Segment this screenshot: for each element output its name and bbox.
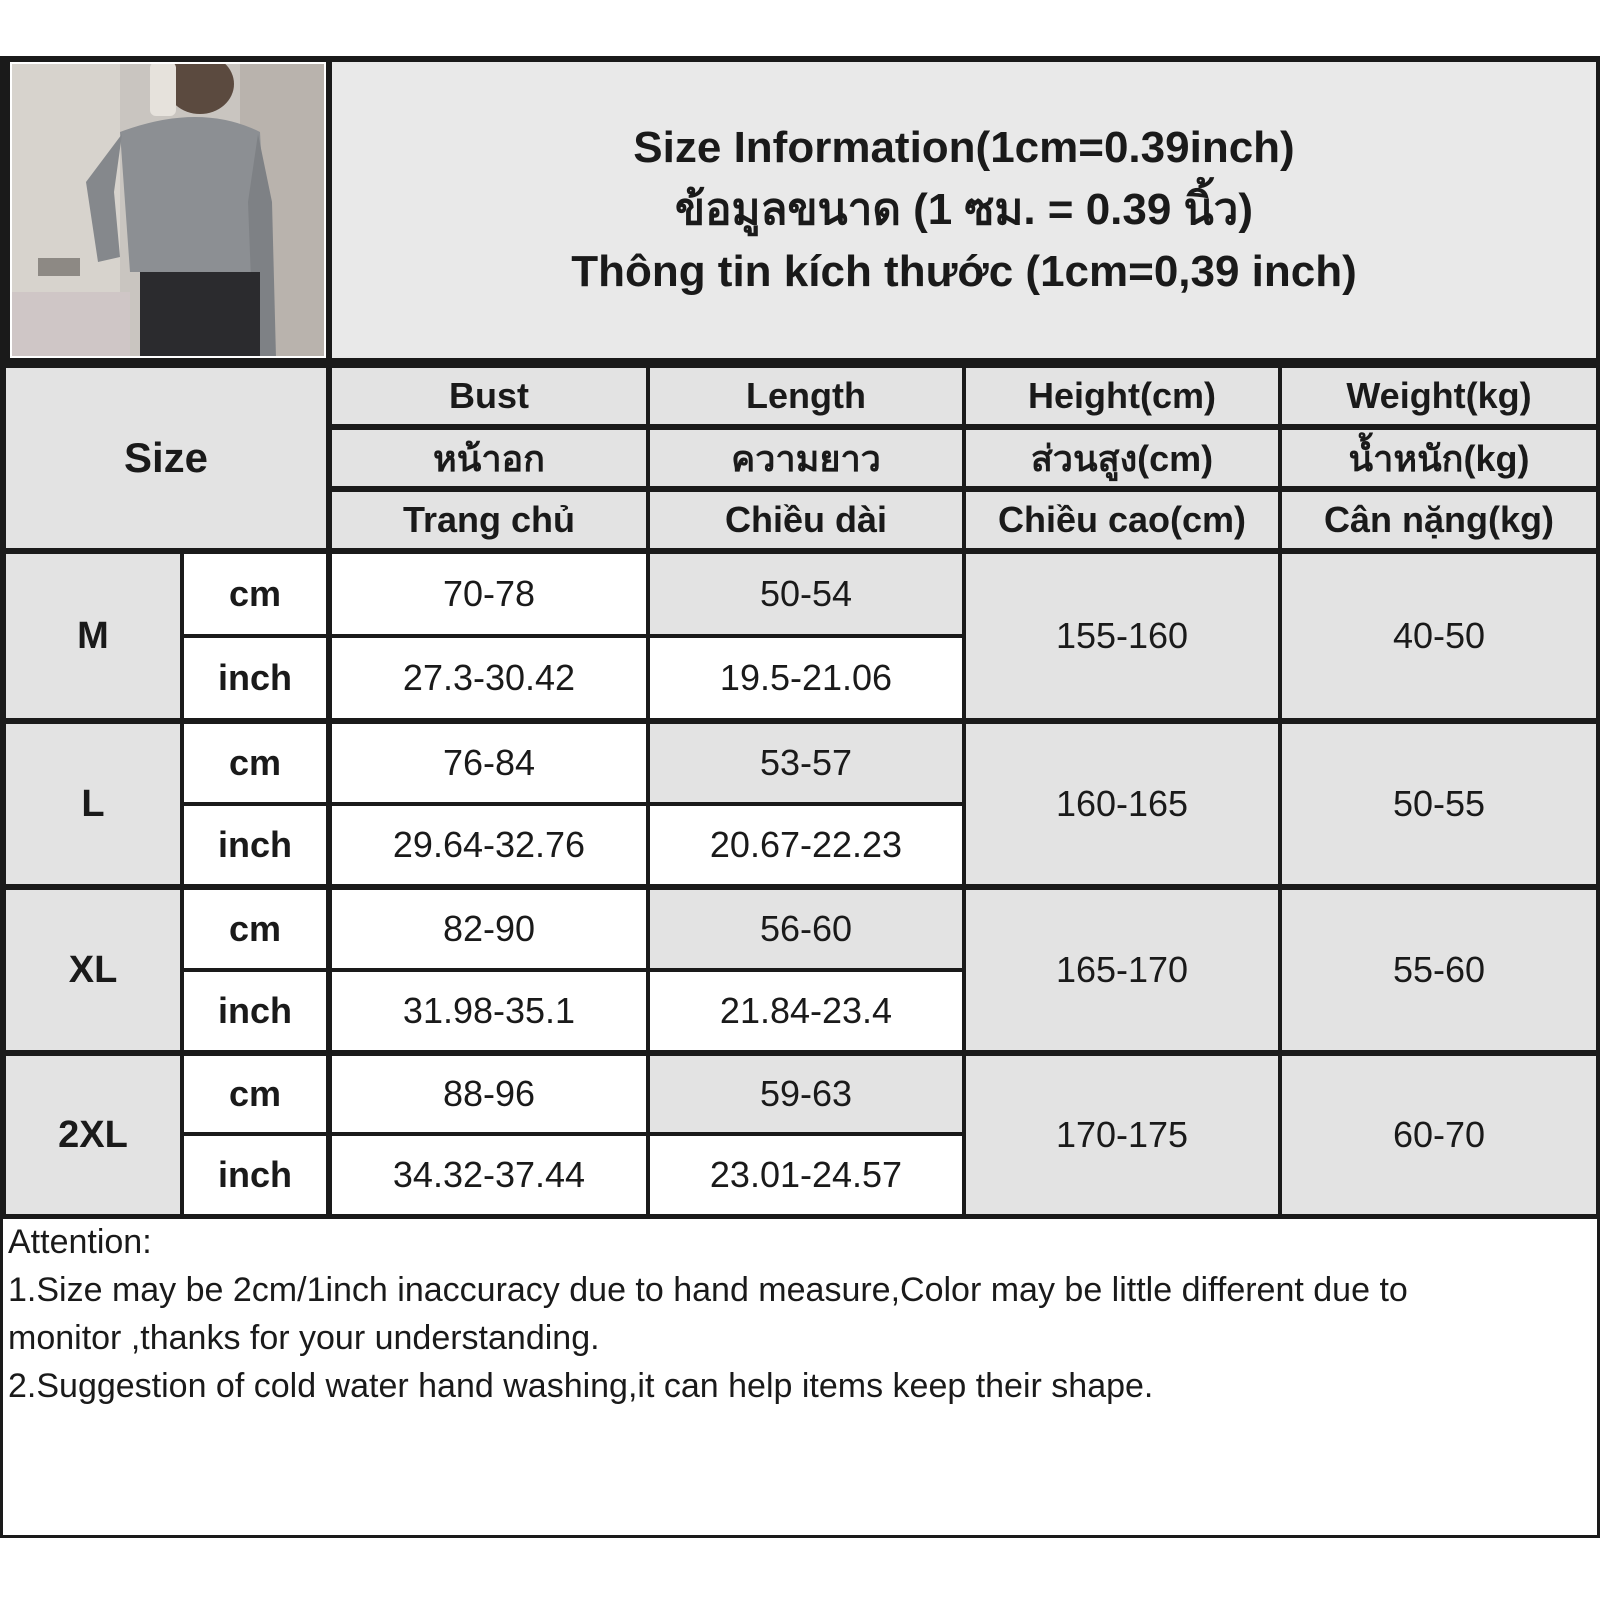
size-label-m: M <box>77 614 109 657</box>
unit-inch-cell <box>184 638 326 718</box>
length-header-vi <box>650 492 962 548</box>
length-inch-value: 19.5-21.06 <box>719 657 893 698</box>
length-inch-cell <box>650 972 962 1050</box>
length-header-en <box>650 368 962 424</box>
length-header-en-label: Length <box>746 375 866 416</box>
bust-inch-value: 29.64-32.76 <box>392 824 586 865</box>
title-vietnamese: Thông tin kích thước (1cm=0,39 inch) <box>571 247 1357 296</box>
height-header-en-label: Height(cm) <box>1028 375 1216 416</box>
bust-cm-value: 76-84 <box>442 742 536 783</box>
bust-cm-cell <box>332 1056 646 1132</box>
product-photo-image <box>10 62 326 358</box>
weight-header-en <box>1282 368 1596 424</box>
height-header-vi-label: Chiều cao(cm) <box>997 499 1247 540</box>
height-header-vi <box>966 492 1278 548</box>
bust-header-vi-label: Trang chủ <box>402 499 576 540</box>
height-cell <box>966 1056 1278 1214</box>
weight-header-vi-label: Cân nặng(kg) <box>1324 499 1554 540</box>
weight-header-th <box>1282 430 1596 486</box>
unit-inch-cell <box>184 806 326 884</box>
height-header-th <box>966 430 1278 486</box>
length-cm-value: 50-54 <box>759 573 853 614</box>
bust-header-th <box>332 430 646 486</box>
unit-cm-cell <box>184 554 326 634</box>
height-header-en <box>966 368 1278 424</box>
weight-value: 55-60 <box>1392 949 1486 990</box>
size-cell-2xl <box>6 1056 180 1214</box>
height-cell <box>966 724 1278 884</box>
unit-cm-label: cm <box>228 573 282 614</box>
title-block <box>332 62 1596 358</box>
notes-heading: Attention: <box>8 1223 152 1261</box>
weight-header-en-label: Weight(kg) <box>1346 375 1532 416</box>
notes-line-2: monitor ,thanks for your understanding. <box>8 1319 600 1357</box>
notes-text <box>8 1218 1588 1410</box>
length-cm-cell <box>650 1056 962 1132</box>
height-value: 155-160 <box>1055 615 1189 656</box>
height-value: 160-165 <box>1055 783 1189 824</box>
bust-inch-cell <box>332 1136 646 1214</box>
size-header-label: Size <box>123 434 209 481</box>
length-inch-cell <box>650 1136 962 1214</box>
height-cell <box>966 890 1278 1050</box>
bust-inch-value: 27.3-30.42 <box>402 657 576 698</box>
weight-value: 60-70 <box>1392 1114 1486 1155</box>
size-cell-l <box>6 724 180 884</box>
notes-line-1: 1.Size may be 2cm/1inch inaccuracy due to hand measure,Color may be little different due to <box>8 1271 1408 1309</box>
weight-cell <box>1282 1056 1596 1214</box>
unit-inch-label: inch <box>217 990 292 1031</box>
bust-header-en <box>332 368 646 424</box>
length-inch-cell <box>650 638 962 718</box>
unit-cm-cell <box>184 1056 326 1132</box>
unit-inch-label: inch <box>217 657 292 698</box>
length-inch-value: 20.67-22.23 <box>709 824 903 865</box>
unit-cm-label: cm <box>228 908 282 949</box>
unit-inch-cell <box>184 1136 326 1214</box>
length-inch-value: 23.01-24.57 <box>709 1154 903 1195</box>
unit-cm-label: cm <box>228 742 282 783</box>
weight-cell <box>1282 724 1596 884</box>
height-cell <box>966 554 1278 718</box>
size-label-xl: XL <box>68 948 118 991</box>
bust-inch-cell <box>332 972 646 1050</box>
length-header-th-label: ความยาว <box>731 437 881 479</box>
length-cm-value: 53-57 <box>759 742 853 783</box>
length-cm-value: 59-63 <box>759 1073 853 1114</box>
weight-header-vi <box>1282 492 1596 548</box>
bust-inch-value: 31.98-35.1 <box>402 990 576 1031</box>
bust-cm-cell <box>332 890 646 968</box>
length-cm-cell <box>650 890 962 968</box>
size-label-l: L <box>81 782 105 825</box>
bust-header-en-label: Bust <box>449 375 529 416</box>
size-cell-m <box>6 554 180 718</box>
weight-value: 50-55 <box>1392 783 1486 824</box>
bust-cm-value: 82-90 <box>442 908 536 949</box>
unit-inch-cell <box>184 972 326 1050</box>
unit-cm-cell <box>184 890 326 968</box>
title-english: Size Information(1cm=0.39inch) <box>633 123 1295 172</box>
unit-cm-cell <box>184 724 326 802</box>
size-cell-xl <box>6 890 180 1050</box>
length-header-th <box>650 430 962 486</box>
length-inch-value: 21.84-23.4 <box>719 990 893 1031</box>
title-thai: ข้อมูลขนาด (1 ซม. = 0.39 นิ้ว) <box>674 185 1253 234</box>
length-cm-value: 56-60 <box>759 908 853 949</box>
weight-header-th-label: น้ำหนัก(kg) <box>1348 437 1530 479</box>
unit-cm-label: cm <box>228 1073 282 1114</box>
length-header-vi-label: Chiều dài <box>724 499 888 540</box>
bust-inch-cell <box>332 638 646 718</box>
bust-cm-cell <box>332 554 646 634</box>
weight-value: 40-50 <box>1392 615 1486 656</box>
bust-header-th-label: หน้าอก <box>433 437 545 479</box>
bust-cm-cell <box>332 724 646 802</box>
weight-cell <box>1282 890 1596 1050</box>
length-cm-cell <box>650 724 962 802</box>
unit-inch-label: inch <box>217 1154 292 1195</box>
bust-header-vi <box>332 492 646 548</box>
bust-cm-value: 70-78 <box>442 573 536 614</box>
length-cm-cell <box>650 554 962 634</box>
height-value: 165-170 <box>1055 949 1189 990</box>
unit-inch-label: inch <box>217 824 292 865</box>
bust-inch-cell <box>332 806 646 884</box>
product-photo <box>10 62 326 358</box>
length-inch-cell <box>650 806 962 884</box>
bust-cm-value: 88-96 <box>442 1073 536 1114</box>
height-value: 170-175 <box>1055 1114 1189 1155</box>
size-label-2xl: 2XL <box>58 1113 128 1156</box>
bust-inch-value: 34.32-37.44 <box>392 1154 586 1195</box>
notes-line-3: 2.Suggestion of cold water hand washing,it can help items keep their shape. <box>8 1367 1154 1405</box>
size-header-cell <box>6 368 326 548</box>
height-header-th-label: ส่วนสูง(cm) <box>1030 437 1214 479</box>
weight-cell <box>1282 554 1596 718</box>
